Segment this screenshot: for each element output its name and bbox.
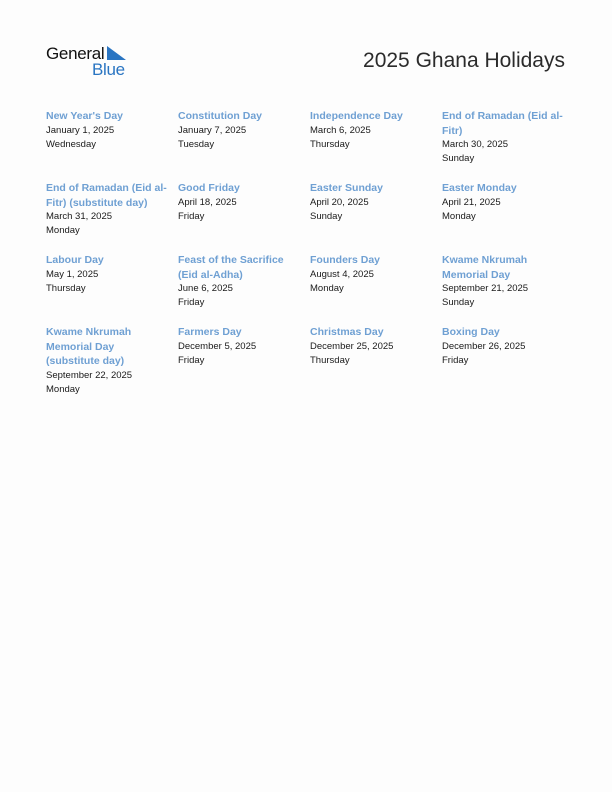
holiday-date: September 22, 2025	[46, 369, 133, 381]
holiday-weekday: Sunday	[442, 153, 475, 164]
holiday-weekday: Thursday	[310, 354, 350, 366]
logo-text-blue: Blue	[92, 60, 125, 79]
holiday-weekday: Monday	[46, 383, 80, 395]
holiday-name: Boxing Day	[442, 326, 500, 338]
holiday-weekday: Monday	[310, 282, 344, 294]
holiday-date: April 21, 2025	[442, 196, 501, 208]
holiday-name: Feast of the Sacrifice (Eid al-Adha)	[178, 254, 284, 281]
holiday-name: Easter Sunday	[310, 182, 383, 194]
holiday-item	[310, 181, 442, 245]
holiday-item	[178, 109, 310, 173]
holiday-item	[310, 325, 442, 397]
holiday-date: September 21, 2025	[442, 283, 529, 294]
holiday-weekday: Friday	[178, 210, 205, 222]
holiday-item	[178, 253, 310, 317]
holiday-weekday: Monday	[46, 225, 80, 236]
holiday-date: March 6, 2025	[310, 124, 371, 136]
holiday-item	[442, 181, 574, 245]
holiday-item	[46, 181, 178, 245]
holiday-date: May 1, 2025	[46, 268, 99, 280]
holiday-weekday: Thursday	[46, 282, 86, 294]
holiday-name: Easter Monday	[442, 182, 517, 194]
holiday-item	[46, 109, 178, 173]
holiday-date: April 20, 2025	[310, 196, 369, 208]
holiday-name: Constitution Day	[178, 110, 262, 122]
holiday-weekday: Friday	[442, 354, 469, 366]
holiday-name: Good Friday	[178, 182, 240, 194]
page-title: 2025 Ghana Holidays	[363, 49, 565, 72]
holiday-weekday: Sunday	[442, 297, 475, 308]
holiday-item	[310, 253, 442, 317]
logo-text-general: General	[46, 44, 105, 63]
holiday-item	[46, 253, 178, 317]
holiday-weekday: Monday	[442, 210, 476, 222]
holiday-item	[310, 109, 442, 173]
holiday-date: December 5, 2025	[178, 340, 257, 352]
holiday-date: March 30, 2025	[442, 139, 509, 150]
generalblue-logo[interactable]	[46, 44, 136, 80]
holiday-item	[178, 325, 310, 397]
holiday-date: March 31, 2025	[46, 211, 113, 222]
holiday-date: January 7, 2025	[178, 124, 247, 136]
holiday-name: Founders Day	[310, 254, 381, 266]
holiday-name: Independence Day	[310, 110, 403, 122]
holiday-name: End of Ramadan (Eid al-Fitr)	[442, 110, 563, 137]
holiday-item	[442, 325, 574, 397]
holiday-item	[442, 253, 574, 317]
holiday-weekday: Wednesday	[46, 138, 96, 150]
holiday-date: December 25, 2025	[310, 340, 394, 352]
holiday-weekday: Tuesday	[178, 138, 215, 150]
holiday-item	[442, 109, 574, 173]
holiday-date: January 1, 2025	[46, 124, 115, 136]
holiday-weekday: Friday	[178, 297, 205, 308]
holiday-weekday: Sunday	[310, 210, 343, 222]
holiday-name: End of Ramadan (Eid al-Fitr) (substitute day)	[46, 182, 167, 209]
holiday-date: June 6, 2025	[178, 283, 233, 294]
holiday-item	[46, 325, 178, 397]
holiday-name: New Year's Day	[46, 110, 124, 122]
holiday-date: August 4, 2025	[310, 268, 374, 280]
holiday-item	[178, 181, 310, 245]
holiday-weekday: Friday	[178, 354, 205, 366]
holiday-weekday: Thursday	[310, 138, 350, 150]
holiday-date: April 18, 2025	[178, 196, 237, 208]
holiday-name: Farmers Day	[178, 326, 242, 338]
holiday-name: Kwame Nkrumah Memorial Day	[442, 254, 528, 281]
holiday-name: Christmas Day	[310, 326, 384, 338]
holiday-name: Labour Day	[46, 254, 104, 266]
holiday-date: December 26, 2025	[442, 340, 526, 352]
holiday-name: Kwame Nkrumah Memorial Day (substitute day)	[46, 326, 132, 367]
holiday-grid	[46, 109, 576, 397]
